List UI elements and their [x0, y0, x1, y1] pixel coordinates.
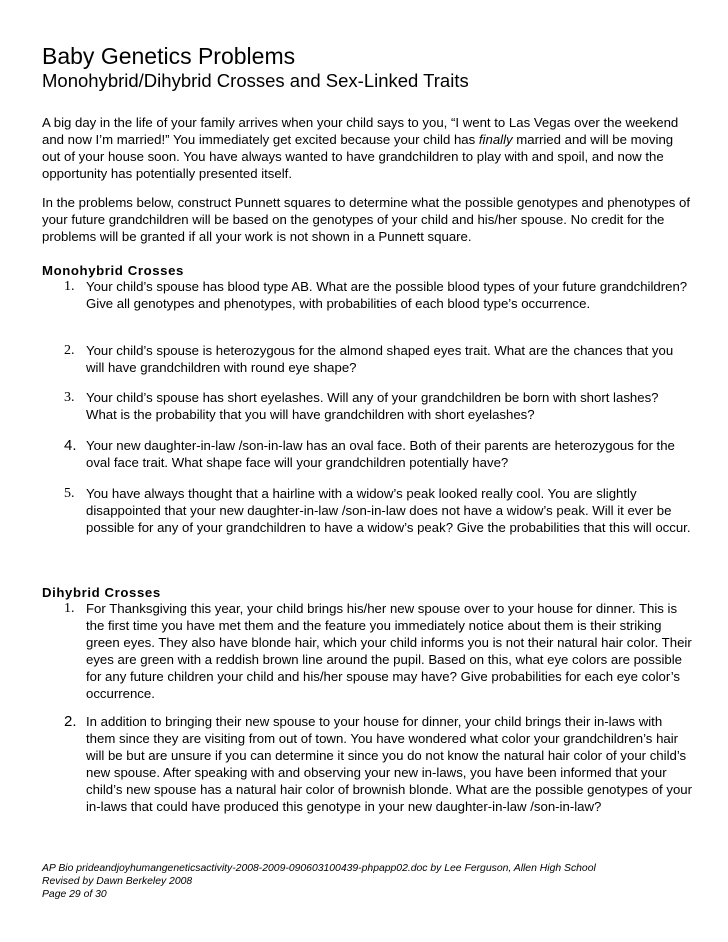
intro-text: A big day in the life of your family arrives when your child says to you, “I went to Las Vegas over the weekend and now I’m married!” You immediately get excited because your child has — [42, 115, 679, 147]
list-item — [64, 278, 692, 312]
item-text: You have always thought that a hairline with a widow’s peak looked really cool. You are slightly disappointed that your new daughter-in-law /son-in-law does not have a widow’s peak. Will it ever be possible for any of your grandchildren to have a widow’s peak? Give the probabilities that this will occur. — [86, 486, 691, 535]
item-number: 1. — [64, 601, 75, 616]
section-heading-monohybrid: Monohybrid Crosses — [42, 263, 184, 278]
footer-revision: Revised by Dawn Berkeley 2008 — [42, 876, 193, 887]
list-item — [64, 342, 692, 376]
list-item — [64, 389, 692, 423]
list-item — [64, 600, 692, 702]
item-text: Your child’s spouse has short eyelashes. Will any of your grandchildren be born with short lashes? What is the probability that you will have grandchildren with short eyelashes? — [86, 390, 659, 422]
item-number: 1. — [64, 279, 75, 294]
item-number: 2. — [64, 713, 77, 730]
list-item — [64, 437, 692, 471]
page-title: Baby Genetics Problems — [42, 43, 296, 69]
item-text: Your child’s spouse is heterozygous for the almond shaped eyes trait. What are the chances that you will have grandchildren with round eye shape? — [86, 343, 674, 375]
footer-page-number: Page 29 of 30 — [42, 889, 107, 900]
section-heading-dihybrid: Dihybrid Crosses — [42, 585, 161, 600]
item-number: 3. — [64, 390, 75, 405]
item-text: For Thanksgiving this year, your child brings his/her new spouse over to your house for dinner. This is the first time you have met them and the feature you immediately notice about them is their striking green eyes. They also have blonde hair, which your child informs you is not their natural hair color. Their eyes are green with a reddish brown line around the pupil. Based on this, what eye colors are possible for any future children your child and his/her spouse may have? Give probabilities for each eye color’s occurrence. — [86, 601, 692, 701]
intro-paragraph-1 — [42, 114, 692, 182]
item-text: In addition to bringing their new spouse to your house for dinner, your child brings their in-laws with them since they are visiting from out of town. You have wondered what color your grandchildren’s hair will be but are unsure if you can determine it since you do not know the natural hair color of your child’s new spouse. After speaking with and observing your new in-laws, you have been informed that your child’s new spouse has a natural hair color of brownish blonde. What are the possible genotypes of your in-laws that could have produced this genotype in your new daughter-in-law /son-in-law? — [86, 714, 693, 814]
item-text: Your new daughter-in-law /son-in-law has an oval face. Both of their parents are heterozygous for the oval face trait. What shape face will your grandchildren potentially have? — [86, 438, 675, 470]
item-number: 5. — [64, 486, 75, 501]
intro-paragraph-2: In the problems below, construct Punnett squares to determine what the possible genotypes and phenotypes of your future grandchildren will be based on the genotypes of your child and his/her spouse. No credit for the problems will be granted if all your work is not shown in a Punnett square. — [42, 195, 691, 244]
list-item — [64, 713, 693, 815]
footer-source: AP Bio prideandjoyhumangeneticsactivity-2008-2009-090603100439-phpapp02.doc by Lee Ferguson, Allen High School — [42, 863, 596, 874]
item-number: 4. — [64, 437, 77, 454]
item-text: Your child’s spouse has blood type AB. What are the possible blood types of your future grandchildren? Give all genotypes and phenotypes, with probabilities of each blood type’s occurrence. — [86, 279, 688, 311]
page-subtitle: Monohybrid/Dihybrid Crosses and Sex-Linked Traits — [42, 70, 469, 91]
intro-text-cont: married and will be moving out of your house soon. You have always wanted to have grandchildren to play with and spoil, and now the opportunity has potentially presented itself. — [42, 132, 674, 181]
item-number: 2. — [64, 343, 75, 358]
list-item — [64, 485, 692, 536]
intro-emphasis: finally — [478, 132, 513, 147]
